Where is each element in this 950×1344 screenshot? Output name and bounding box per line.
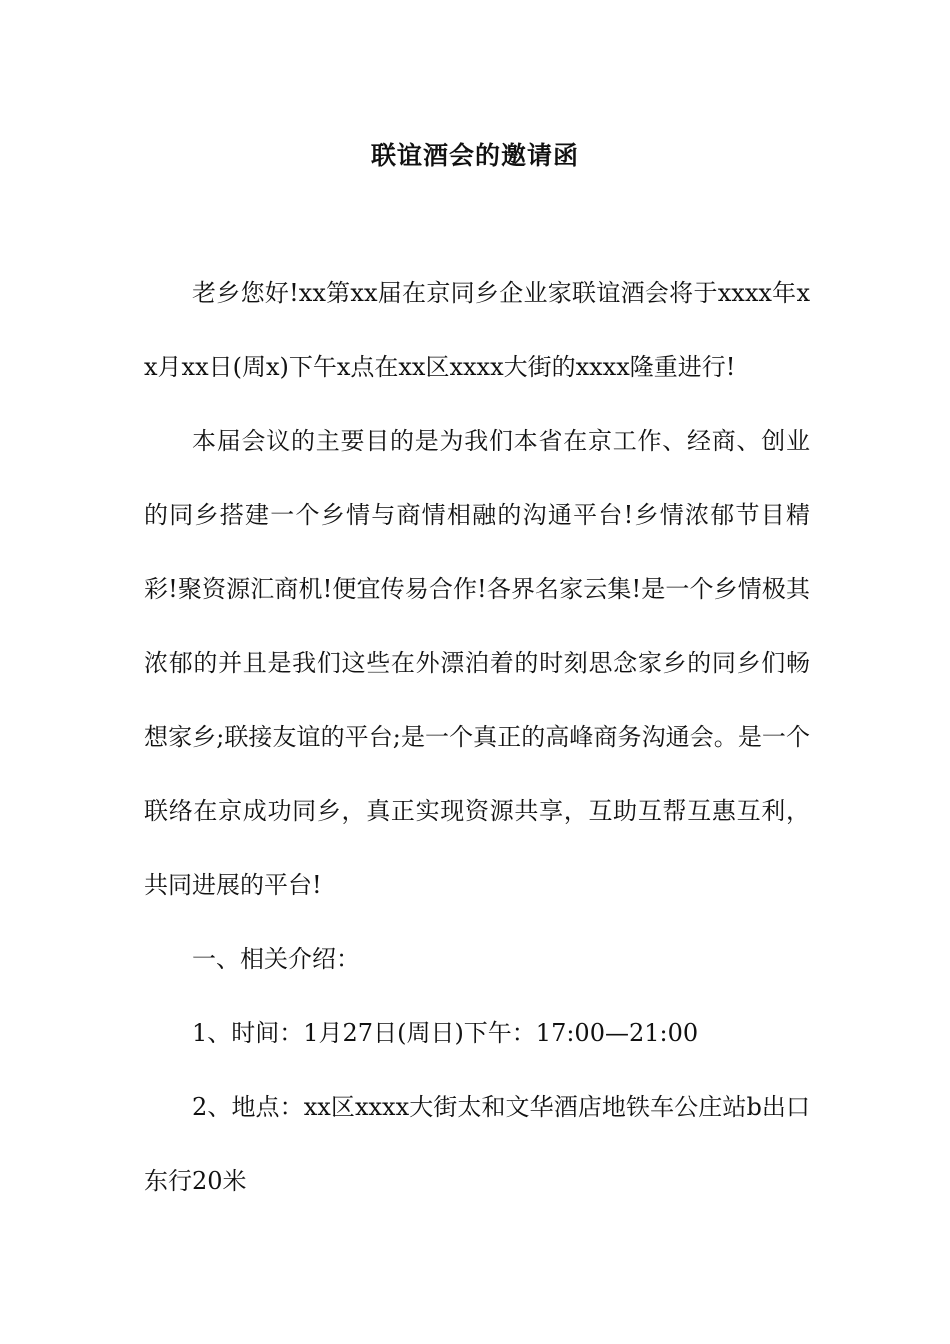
document-body bbox=[144, 256, 810, 1218]
paragraph-location: 2、地点：xx区xxxx大街太和文华酒店地铁车公庄站b出口东行20米 bbox=[144, 1093, 810, 1195]
document-title: 联谊酒会的邀请函 bbox=[370, 141, 579, 170]
paragraph-time: 1、时间：1月27日(周日)下午：17:00—21:00 bbox=[192, 1019, 699, 1047]
paragraph-purpose: 本届会议的主要目的是为我们本省在京工作、经商、创业的同乡搭建一个乡情与商情相融的沟通平台!乡情浓郁节目精彩!聚资源汇商机!便宜传易合作!各界名家云集!是一个乡情极其浓郁的并且是我们这些在外漂泊着的时刻思念家乡的同乡们畅想家乡;联接友谊的平台;是一个真正的高峰商务沟通会。是一个联络在京成功同乡，真正实现资源共享，互助互帮互惠互利，共同进展的平台! bbox=[144, 427, 810, 899]
section-heading-introduction: 一、相关介绍： bbox=[192, 945, 360, 973]
paragraph-greeting: 老乡您好!xx第xx届在京同乡企业家联谊酒会将于xxxx年xx月xx日(周x)下午x点在xx区xxxx大街的xxxx隆重进行! bbox=[144, 279, 810, 381]
